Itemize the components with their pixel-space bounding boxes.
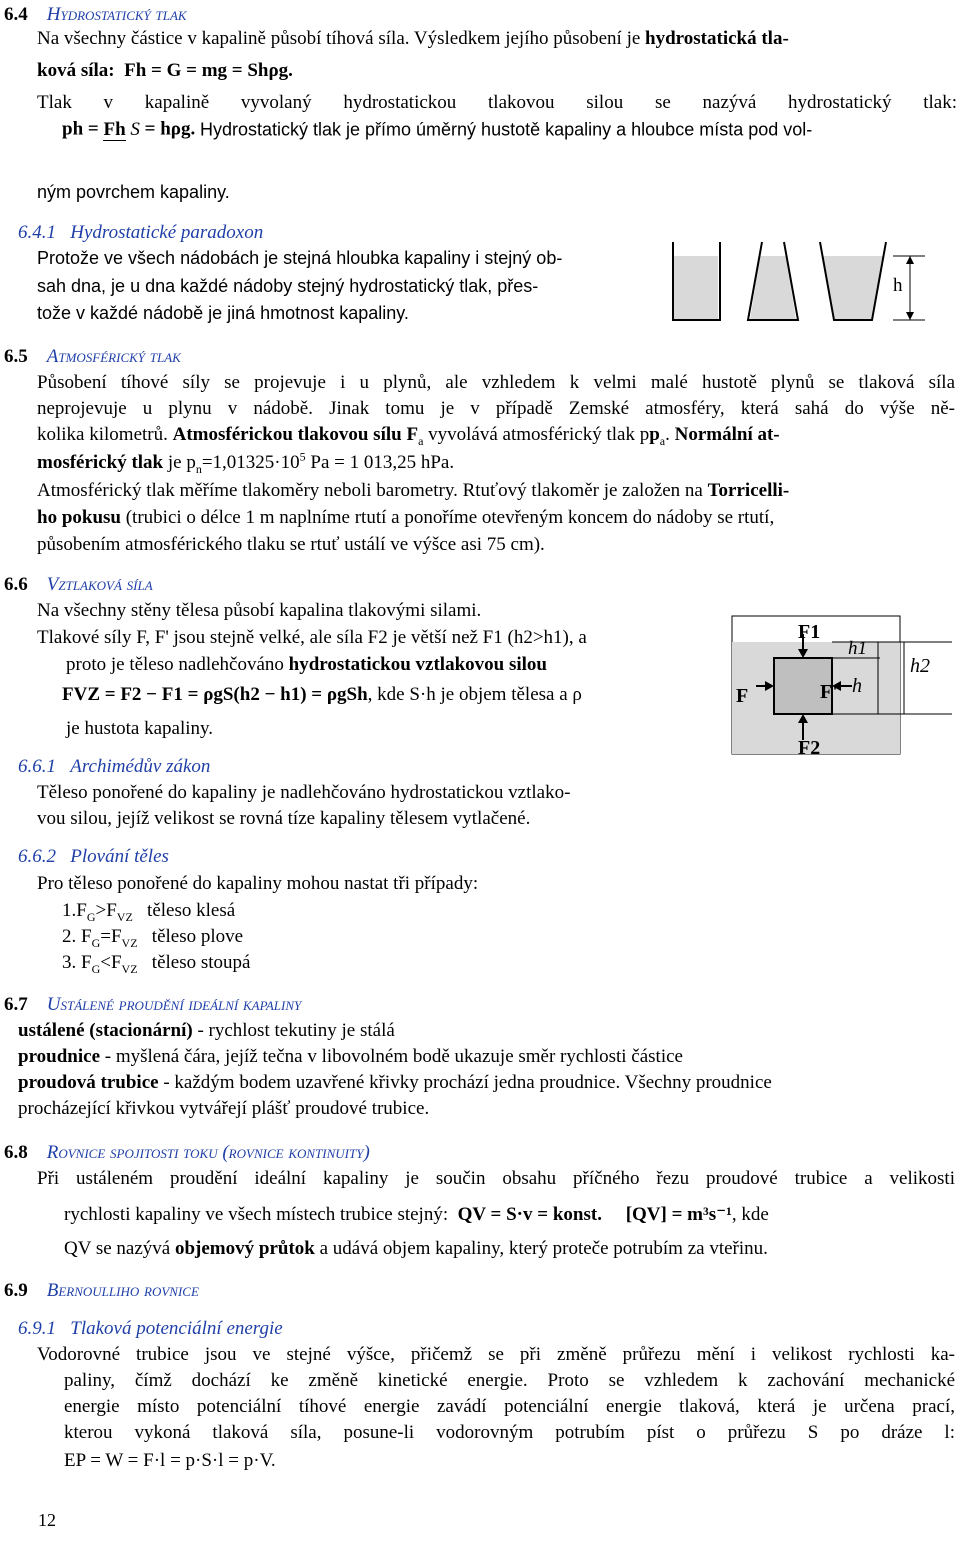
section-heading-6-7: 6.7 Ustálené proudění ideální kapaliny [4, 994, 302, 1015]
section-heading-6-5: 6.5 Atmosférický tlak [4, 346, 181, 367]
paragraph-line: paliny, čímž dochází ke změně kinetické energie. Proto se vzhledem k zachování mechanické [64, 1370, 955, 1391]
paragraph-line: FVZ = F2 − F1 = ρgS(h2 − h1) = ρgSh, kde S·h je objem tělesa a ρ [62, 684, 582, 705]
label-f2: F2 [798, 737, 821, 759]
page-number: 12 [38, 1510, 56, 1530]
vessel-rectangular-liquid [674, 256, 718, 320]
paragraph-line: působením atmosférického tlaku se rtuť ustálí ve výšce asi 75 cm). [37, 534, 545, 555]
label-f1: F1 [798, 621, 821, 643]
subsection-heading-6-6-2: 6.6.2 Plování těles [18, 846, 169, 867]
equation-pressure-energy: EP = W = F·l = p·S·l = p·V. [64, 1450, 276, 1471]
paragraph-line: Protože ve všech nádobách je stejná hloubka kapaliny i stejný ob- [37, 248, 563, 268]
equation-flow-units: [QV] = m³s⁻¹ [625, 1204, 732, 1225]
label-h1: h1 [848, 638, 867, 659]
paragraph-line: ková síla: Fh = G = mg = Shρg. [37, 60, 293, 81]
fraction: Fh S [103, 118, 140, 140]
arrowhead-down-icon [906, 312, 914, 320]
paragraph-line: Působení tíhové síly se projevuje i u plynů, ale vzhledem k velmi malé hustotě plynů se tlaková síla [37, 372, 955, 393]
label-h: h [852, 675, 862, 697]
paragraph-line: rychlosti kapaliny ve všech místech trubice stejný: QV = S·v = konst. [QV] = m³s⁻¹, kde [64, 1204, 769, 1225]
paragraph-line: sah dna, je u dna každé nádoby stejný hydrostatický tlak, přes- [37, 276, 539, 296]
subsection-heading-6-6-1: 6.6.1 Archimédův zákon [18, 756, 211, 777]
equation-hydrostatic-force: Fh = G = mg = Shρg. [124, 60, 293, 81]
arrowhead-up-icon [906, 256, 914, 264]
equation-buoyancy: FVZ = F2 − F1 = ρgS(h2 − h1) = ρgSh [62, 684, 368, 705]
equation-hydrostatic-pressure: ph = Fh S = hρg. Hydrostatický tlak je přímo úměrný hustotě kapaliny a hloubce místa pod vol- [62, 118, 813, 140]
paragraph-line: Na všechny částice v kapalině působí tíhová síla. Výsledkem jejího působení je hydrostatická tla- [37, 28, 789, 49]
paragraph-line: ho pokusu (trubici o délce 1 m naplníme rtutí a ponoříme otevřeným koncem do nádoby se rtutí, [37, 507, 775, 528]
section-title: Hydrostatický tlak [46, 4, 187, 25]
paragraph-line: Těleso ponořené do kapaliny je nadlehčováno hydrostatickou vztlako- [37, 782, 571, 803]
list-item: 3. $F_G<F_{VZ}$ těleso stoupá [62, 952, 251, 976]
paragraph-line: ným povrchem kapaliny. [37, 182, 230, 202]
definition-line: ustálené (stacionární) - rychlost tekutiny je stálá [18, 1020, 395, 1041]
paragraph-line: Tlak v kapalině vyvolaný hydrostatickou tlakovou silou se nazývá hydrostatický tlak: [37, 92, 957, 113]
paragraph-line: neprojevuje u plynu v nádobě. Jinak tomu je v případě Zemské atmosféry, která sahá do výše ně- [37, 398, 955, 419]
paragraph-line: energie místo potenciální tíhové energie zavádí potenciální energie tlaková, která je určena prací, [64, 1396, 955, 1417]
section-heading-6-4 [4, 4, 187, 26]
section-heading-6-9: 6.9 Bernoulliho rovnice [4, 1280, 199, 1301]
paragraph-line: Pro těleso ponořené do kapaliny mohou nastat tři případy: [37, 873, 479, 894]
label-h2: h2 [910, 655, 930, 677]
buoyancy-figure [728, 612, 956, 762]
paragraph-line: kolika kilometrů. Atmosférickou tlakovou sílu $F_a$ vyvolává atmosférický tlak $pp_a$. Normální at- [37, 424, 780, 448]
paragraph-line: kterou vykoná tlaková síla, posune-li vodorovným potrubím píst o průřezu S po dráze l: [64, 1422, 955, 1443]
definition-line: procházející křivkou vytvářejí plášť proudové trubice. [18, 1098, 430, 1119]
list-item: $1.F_G>F_{VZ}$ těleso klesá [62, 900, 236, 924]
paradox-vessels-figure [640, 238, 940, 338]
section-heading-6-8: 6.8 Rovnice spojitosti toku (rovnice kontinuity) [4, 1142, 370, 1163]
paragraph-line: mosférický tlak je $p_n=1,01325\cdot 10^5$ Pa = 1 013,25 hPa. [37, 449, 455, 476]
subsection-heading-6-9-1: 6.9.1 Tlaková potenciální energie [18, 1318, 283, 1339]
section-heading-6-6: 6.6 Vztlaková síla [4, 574, 153, 595]
height-label: h [893, 275, 903, 296]
paragraph-line: Atmosférický tlak měříme tlakoměry neboli barometry. Rtuťový tlakoměr je založen na Torricelli- [37, 480, 790, 501]
paragraph-line: je hustota kapaliny. [66, 718, 214, 739]
label-f: F [736, 685, 749, 707]
paragraph-line: proto je těleso nadlehčováno hydrostatickou vztlakovou silou [66, 654, 547, 675]
paragraph-line: Vodorovné trubice jsou ve stejné výšce, přičemž se při změně průřezu mění i velikost rychlosti ka- [37, 1344, 955, 1365]
paragraph-line: QV se nazývá objemový průtok a udává objem kapaliny, který proteče potrubím za vteřinu. [64, 1238, 768, 1259]
paragraph-line: tože v každé nádobě je jiná hmotnost kapaliny. [37, 303, 409, 323]
section-number: 6.4 [4, 4, 28, 25]
paragraph-line: Při ustáleném proudění ideální kapaliny je součin obsahu příčného řezu proudové trubice a velikosti [37, 1168, 955, 1189]
paragraph-line: Na všechny stěny tělesa působí kapalina tlakovými silami. [37, 600, 482, 621]
paragraph-line: Tlakové síly F, F' jsou stejně velké, ale síla F2 je větší než F1 (h2>h1), a [37, 627, 587, 648]
definition-line: proudová trubice - každým bodem uzavřené křivky prochází jedna proudnice. Všechny proudnice [18, 1072, 772, 1093]
paragraph-line: vou silou, jejíž velikost se rovná tíze kapaliny tělesem vytlačené. [37, 808, 531, 829]
subsection-heading-6-4-1: 6.4.1 Hydrostatické paradoxon [18, 222, 264, 243]
equation-continuity: QV = S·v = konst. [457, 1204, 602, 1225]
label-fprime: F' [820, 681, 838, 703]
list-item: 2. $F_G=F_{VZ}$ těleso plove [62, 926, 244, 950]
definition-line: proudnice - myšlená čára, jejíž tečna v libovolném bodě ukazuje směr rychlosti částice [18, 1046, 683, 1067]
